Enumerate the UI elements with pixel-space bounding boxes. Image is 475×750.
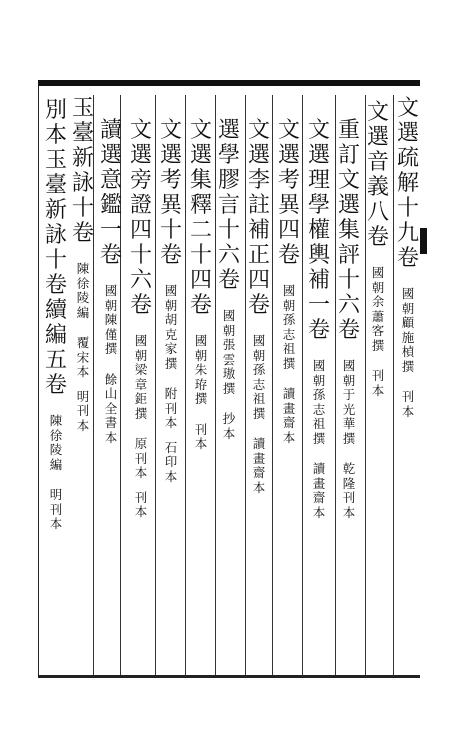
entry-edition: 餘 山 全 書 本 <box>104 371 118 445</box>
entry-title: 選 學 膠 言 十 六 卷 <box>217 118 240 293</box>
entry-title: 文 選 旁 證 四 十 六 卷 <box>129 118 152 318</box>
entry-title: 文 選 疏 解 十 九 卷 <box>396 96 419 271</box>
entry-edition: 讀 畫 齋 本 <box>312 461 326 520</box>
entry-edition: 原 刊 本 刊 本 <box>134 436 148 519</box>
entry-author: 國 朝 梁 章 鉅 撰 <box>134 333 148 421</box>
entry-author: 國 朝 孫 志 祖 撰 <box>312 358 326 446</box>
catalog-entry <box>362 100 394 398</box>
entry-author: 國 朝 張 雲 璈 撰 <box>222 308 236 396</box>
entry-edition: 乾 隆 刊 本 <box>342 461 356 520</box>
catalog-entry <box>185 118 217 452</box>
catalog-entry <box>213 118 245 441</box>
entry-title: 文 選 集 釋 二 十 四 卷 <box>189 118 212 318</box>
entry-author: 陳 徐 陵 編 <box>49 413 63 472</box>
entry-author: 國 朝 陳 僅 撰 <box>104 283 118 356</box>
entry-edition: 讀 畫 齋 本 <box>252 436 266 495</box>
entry-title: 文 選 考 異 十 卷 <box>159 118 182 268</box>
entry-title: 重 訂 文 選 集 評 十 六 卷 <box>337 118 360 343</box>
entry-edition: 明 刊 本 <box>49 487 63 531</box>
catalog-entry <box>40 98 72 532</box>
catalog-entry <box>243 118 275 495</box>
entry-edition: 附 刊 本 石 印 本 <box>164 386 178 484</box>
entry-edition: 讀 畫 齋 本 <box>282 386 296 445</box>
entry-title: 文 選 音 義 八 卷 <box>366 100 389 250</box>
entry-edition: 刊 本 <box>401 389 415 419</box>
catalog-entry <box>333 118 365 520</box>
entry-author: 國 朝 孫 志 祖 撰 <box>252 333 266 421</box>
entry-author: 國 朝 朱 珔 撰 <box>194 333 208 406</box>
entry-author: 國 朝 于 光 華 撰 <box>342 358 356 446</box>
entry-edition: 覆 宋 本 明 刊 本 <box>76 335 90 433</box>
entry-author: 國 朝 胡 克 家 撰 <box>164 283 178 371</box>
catalog-entry <box>125 118 157 520</box>
catalog-entry <box>155 118 187 484</box>
entry-title: 文 選 考 異 四 卷 <box>277 118 300 268</box>
entry-author: 國 朝 顧 施 楨 撰 <box>401 286 415 374</box>
entry-edition: 刊 本 <box>194 421 208 451</box>
entry-title: 讀 選 意 鑑 一 卷 <box>99 118 122 268</box>
entry-author: 陳 徐 陵 編 <box>76 261 90 320</box>
catalog-entry <box>273 118 305 445</box>
catalog-entry <box>95 118 127 445</box>
catalog-entry <box>392 96 424 419</box>
entry-title: 文 選 理 學 權 輿 補 一 卷 <box>307 118 330 343</box>
entry-title: 別 本 玉 臺 新 詠 十 卷 續 編 五 卷 <box>44 98 67 398</box>
entry-author: 國 朝 孫 志 祖 撰 <box>282 283 296 371</box>
entry-edition: 抄 本 <box>222 411 236 441</box>
entry-edition: 刊 本 <box>371 368 385 398</box>
frame-bottom-line <box>38 675 420 678</box>
entry-title: 文 選 李 註 補 正 四 卷 <box>247 118 270 318</box>
catalog-entry <box>303 118 335 520</box>
entry-title: 玉 臺 新 詠 十 卷 <box>71 96 94 246</box>
entry-author: 國 朝 余 蕭 客 撰 <box>371 265 385 353</box>
